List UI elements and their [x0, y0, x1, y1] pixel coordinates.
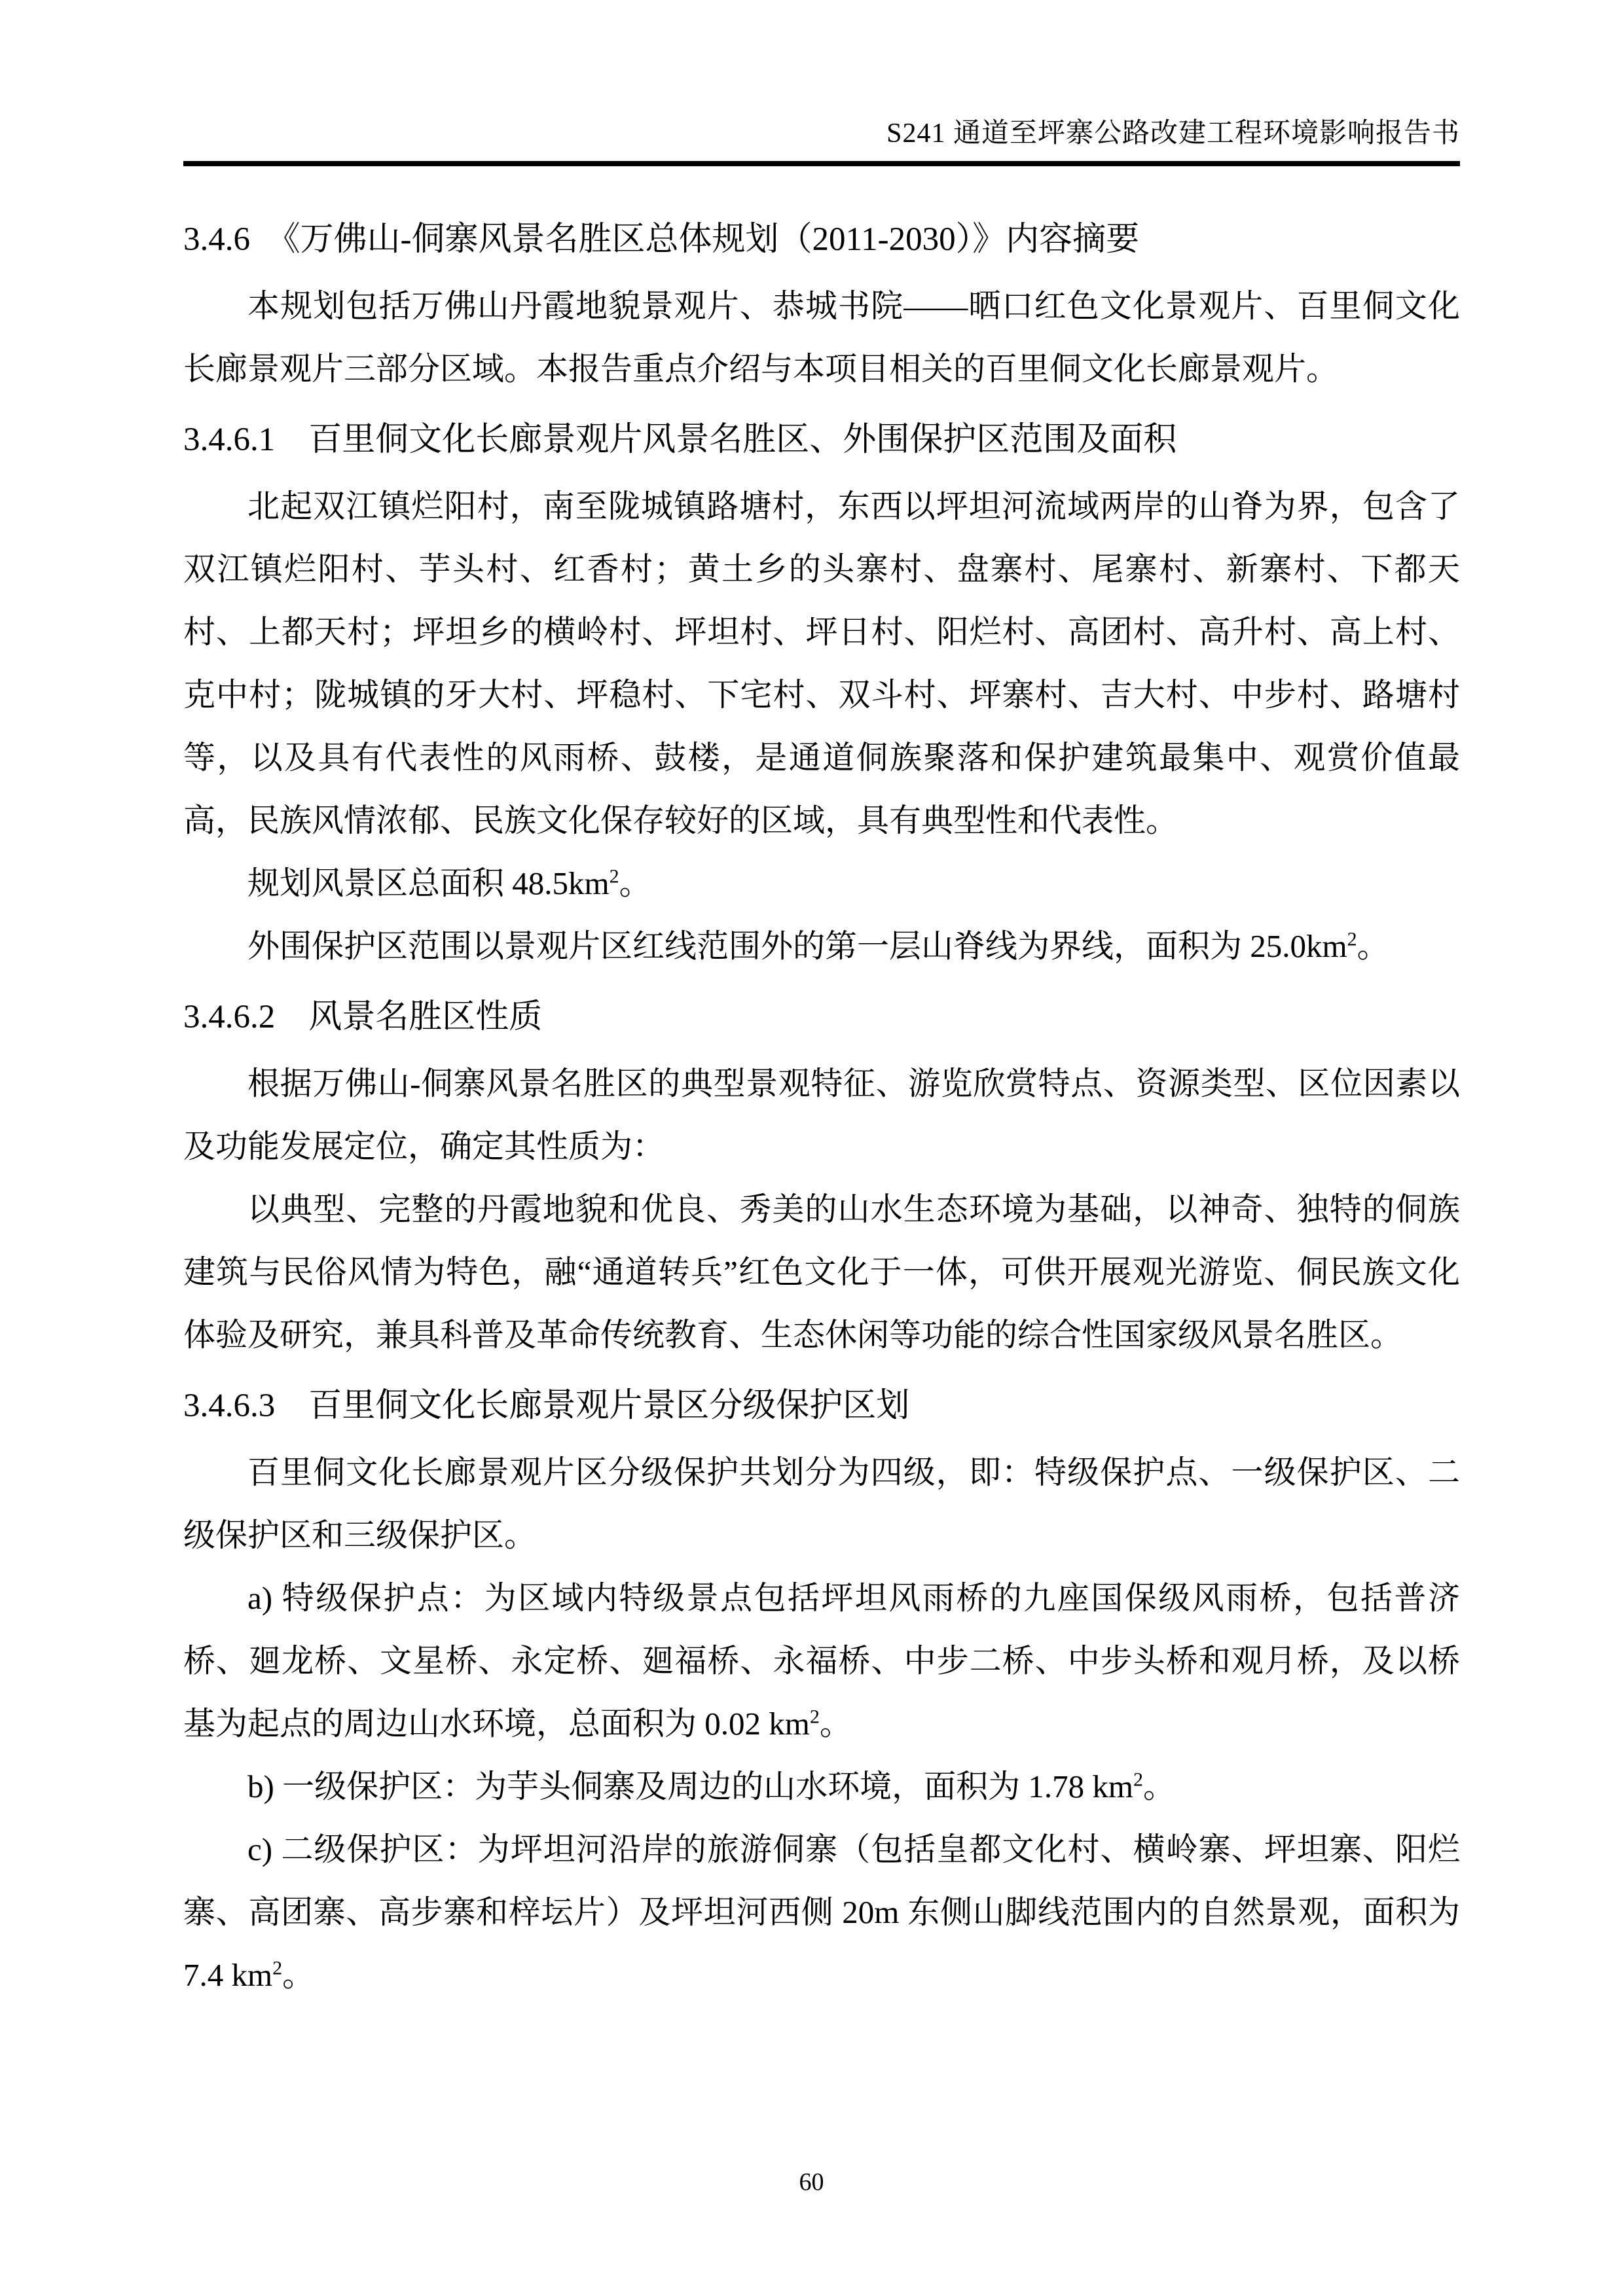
paragraph-basis: 根据万佛山-侗寨风景名胜区的典型景观特征、游览欣赏特点、资源类型、区位因素以及功能发展定位，确定其性质为：: [183, 1066, 1460, 1164]
paragraph-tail: 。: [619, 865, 651, 901]
page-content: [183, 117, 1460, 2007]
page-footer: [0, 2168, 1623, 2197]
superscript-2: 2: [1133, 1768, 1143, 1791]
superscript-2: 2: [1347, 928, 1357, 950]
section-heading-3-4-6-2: 3.4.6.2 风景名胜区性质: [183, 999, 543, 1035]
page-number: 60: [799, 2168, 824, 2196]
page-header: [183, 117, 1460, 166]
paragraph-tail: 。: [1142, 1768, 1175, 1804]
paragraph-text: b) 一级保护区：为芋头侗寨及周边的山水环境，面积为 1.78 km: [247, 1768, 1133, 1804]
superscript-2: 2: [272, 1957, 283, 1979]
paragraph-text: a) 特级保护点：为区域内特级景点包括坪坦风雨桥的九座国保级风雨桥，包括普济桥、廻龙桥、文星桥、永定桥、廻福桥、永福桥、中步二桥、中步头桥和观月桥，及以桥基为起点的周边山水环境，总面积为 0.02 km: [183, 1580, 1460, 1742]
paragraph-scenic-area: [183, 852, 1460, 915]
paragraph-buffer-area: [183, 915, 1460, 978]
paragraph-text: c) 二级保护区：为坪坦河沿岸的旅游侗寨（包括皇都文化村、横岭寨、坪坦寨、阳烂寨、高团寨、高步寨和梓坛片）及坪坦河西侧 20m 东侧山脚线范围内的自然景观，面积为 7.4 km: [183, 1831, 1460, 1993]
paragraph-item-c: [183, 1818, 1460, 2007]
document-body: [183, 207, 1460, 2007]
paragraph-text: 外围保护区范围以景观片区红线范围外的第一层山脊线为界线，面积为 25.0km: [247, 928, 1347, 964]
superscript-2: 2: [609, 865, 619, 888]
section-heading-3-4-6-3: 3.4.6.3 百里侗文化长廊景观片景区分级保护区划: [183, 1388, 910, 1424]
paragraph-tail: 。: [1357, 928, 1389, 964]
paragraph-item-b: [183, 1755, 1460, 1818]
paragraph-scope: 北起双江镇烂阳村，南至陇城镇路塘村，东西以坪坦河流域两岸的山脊为界，包含了双江镇烂阳村、芋头村、红香村；黄土乡的头寨村、盘寨村、尾寨村、新寨村、下都天村、上都天村；坪坦乡的横岭村、坪坦村、坪日村、阳烂村、高团村、高升村、高上村、克中村；陇城镇的牙大村、坪稳村、下宅村、双斗村、坪寨村、吉大村、中步村、路塘村等，以及具有代表性的风雨桥、鼓楼，是通道侗族聚落和保护建筑最集中、观赏价值最高，民族风情浓郁、民族文化保存较好的区域，具有典型性和代表性。: [183, 488, 1460, 838]
paragraph-text: 规划风景区总面积 48.5km: [247, 865, 610, 901]
section-heading-3-4-6: 3.4.6 《万佛山-侗寨风景名胜区总体规划（2011-2030）》内容摘要: [183, 221, 1140, 258]
paragraph-protection-levels: 百里侗文化长廊景观片区分级保护共划分为四级，即：特级保护点、一级保护区、二级保护区和三级保护区。: [183, 1454, 1460, 1553]
paragraph-item-a: [183, 1567, 1460, 1755]
section-heading-3-4-6-1: 3.4.6.1 百里侗文化长廊景观片风景名胜区、外围保护区范围及面积: [183, 422, 1177, 458]
header-title: S241 通道至坪寨公路改建工程环境影响报告书: [886, 118, 1460, 149]
paragraph-tail: 。: [282, 1957, 315, 1993]
paragraph-tail: 。: [819, 1706, 852, 1742]
superscript-2: 2: [809, 1706, 820, 1728]
paragraph-intro: 本规划包括万佛山丹霞地貌景观片、恭城书院——晒口红色文化景观片、百里侗文化长廊景观片三部分区域。本报告重点介绍与本项目相关的百里侗文化长廊景观片。: [183, 288, 1460, 387]
paragraph-nature: 以典型、完整的丹霞地貌和优良、秀美的山水生态环境为基础，以神奇、独特的侗族建筑与民俗风情为特色，融“通道转兵”红色文化于一体，可供开展观光游览、侗民族文化体验及研究，兼具科普及革命传统教育、生态休闲等功能的综合性国家级风景名胜区。: [183, 1191, 1460, 1353]
